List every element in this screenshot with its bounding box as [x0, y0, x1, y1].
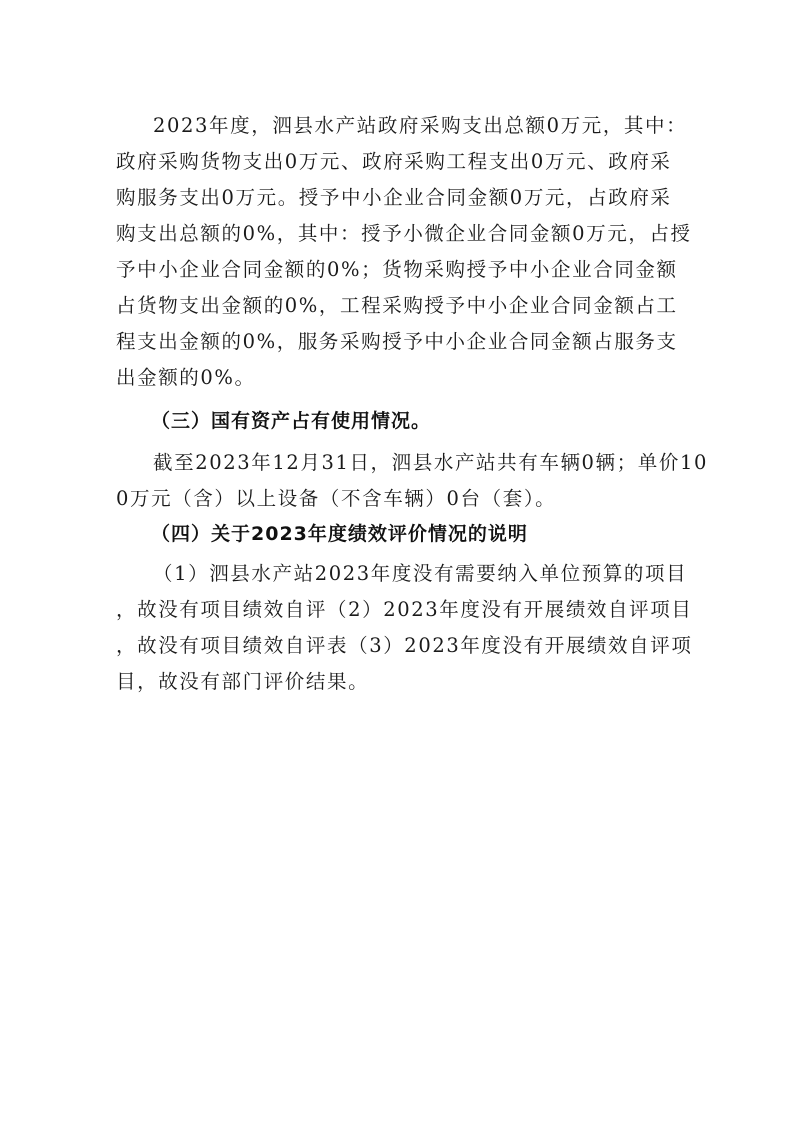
section-heading-performance-evaluation: （四）关于2023年度绩效评价情况的说明 [151, 523, 528, 545]
procurement-paragraph-line-1: 2023年度，泗县水产站政府采购支出总额0万元，其中： [153, 114, 688, 137]
performance-paragraph-line-2: ，故没有项目绩效自评（2）2023年度没有开展绩效自评项目 [116, 598, 693, 621]
assets-paragraph-line-2: 0万元（含）以上设备（不含车辆）0台（套）。 [116, 487, 557, 510]
section-heading-state-assets: （三）国有资产占有使用情况。 [151, 410, 432, 432]
procurement-paragraph-line-4: 购支出总额的0%，其中：授予小微企业合同金额0万元，占授 [116, 222, 692, 245]
performance-paragraph-line-3: ，故没有项目绩效自评表（3）2023年度没有开展绩效自评项 [116, 634, 693, 657]
assets-paragraph-line-1: 截至2023年12月31日，泗县水产站共有车辆0辆；单价10 [153, 451, 708, 474]
procurement-paragraph-line-2: 政府采购货物支出0万元、政府采购工程支出0万元、政府采 [116, 150, 672, 173]
procurement-paragraph-line-7: 程支出金额的0%，服务采购授予中小企业合同金额占服务支 [116, 330, 678, 353]
performance-paragraph-line-4: 目，故没有部门评价结果。 [116, 670, 370, 693]
procurement-paragraph-line-5: 予中小企业合同金额的0%；货物采购授予中小企业合同金额 [116, 258, 678, 281]
performance-paragraph-line-1: （1）泗县水产站2023年度没有需要纳入单位预算的项目 [153, 562, 688, 585]
procurement-paragraph-line-6: 占货物支出金额的0%，工程采购授予中小企业合同金额占工 [116, 294, 678, 317]
procurement-paragraph-line-3: 购服务支出0万元。授予中小企业合同金额0万元，占政府采 [116, 186, 672, 209]
procurement-paragraph-line-8: 出金额的0%。 [116, 366, 256, 389]
